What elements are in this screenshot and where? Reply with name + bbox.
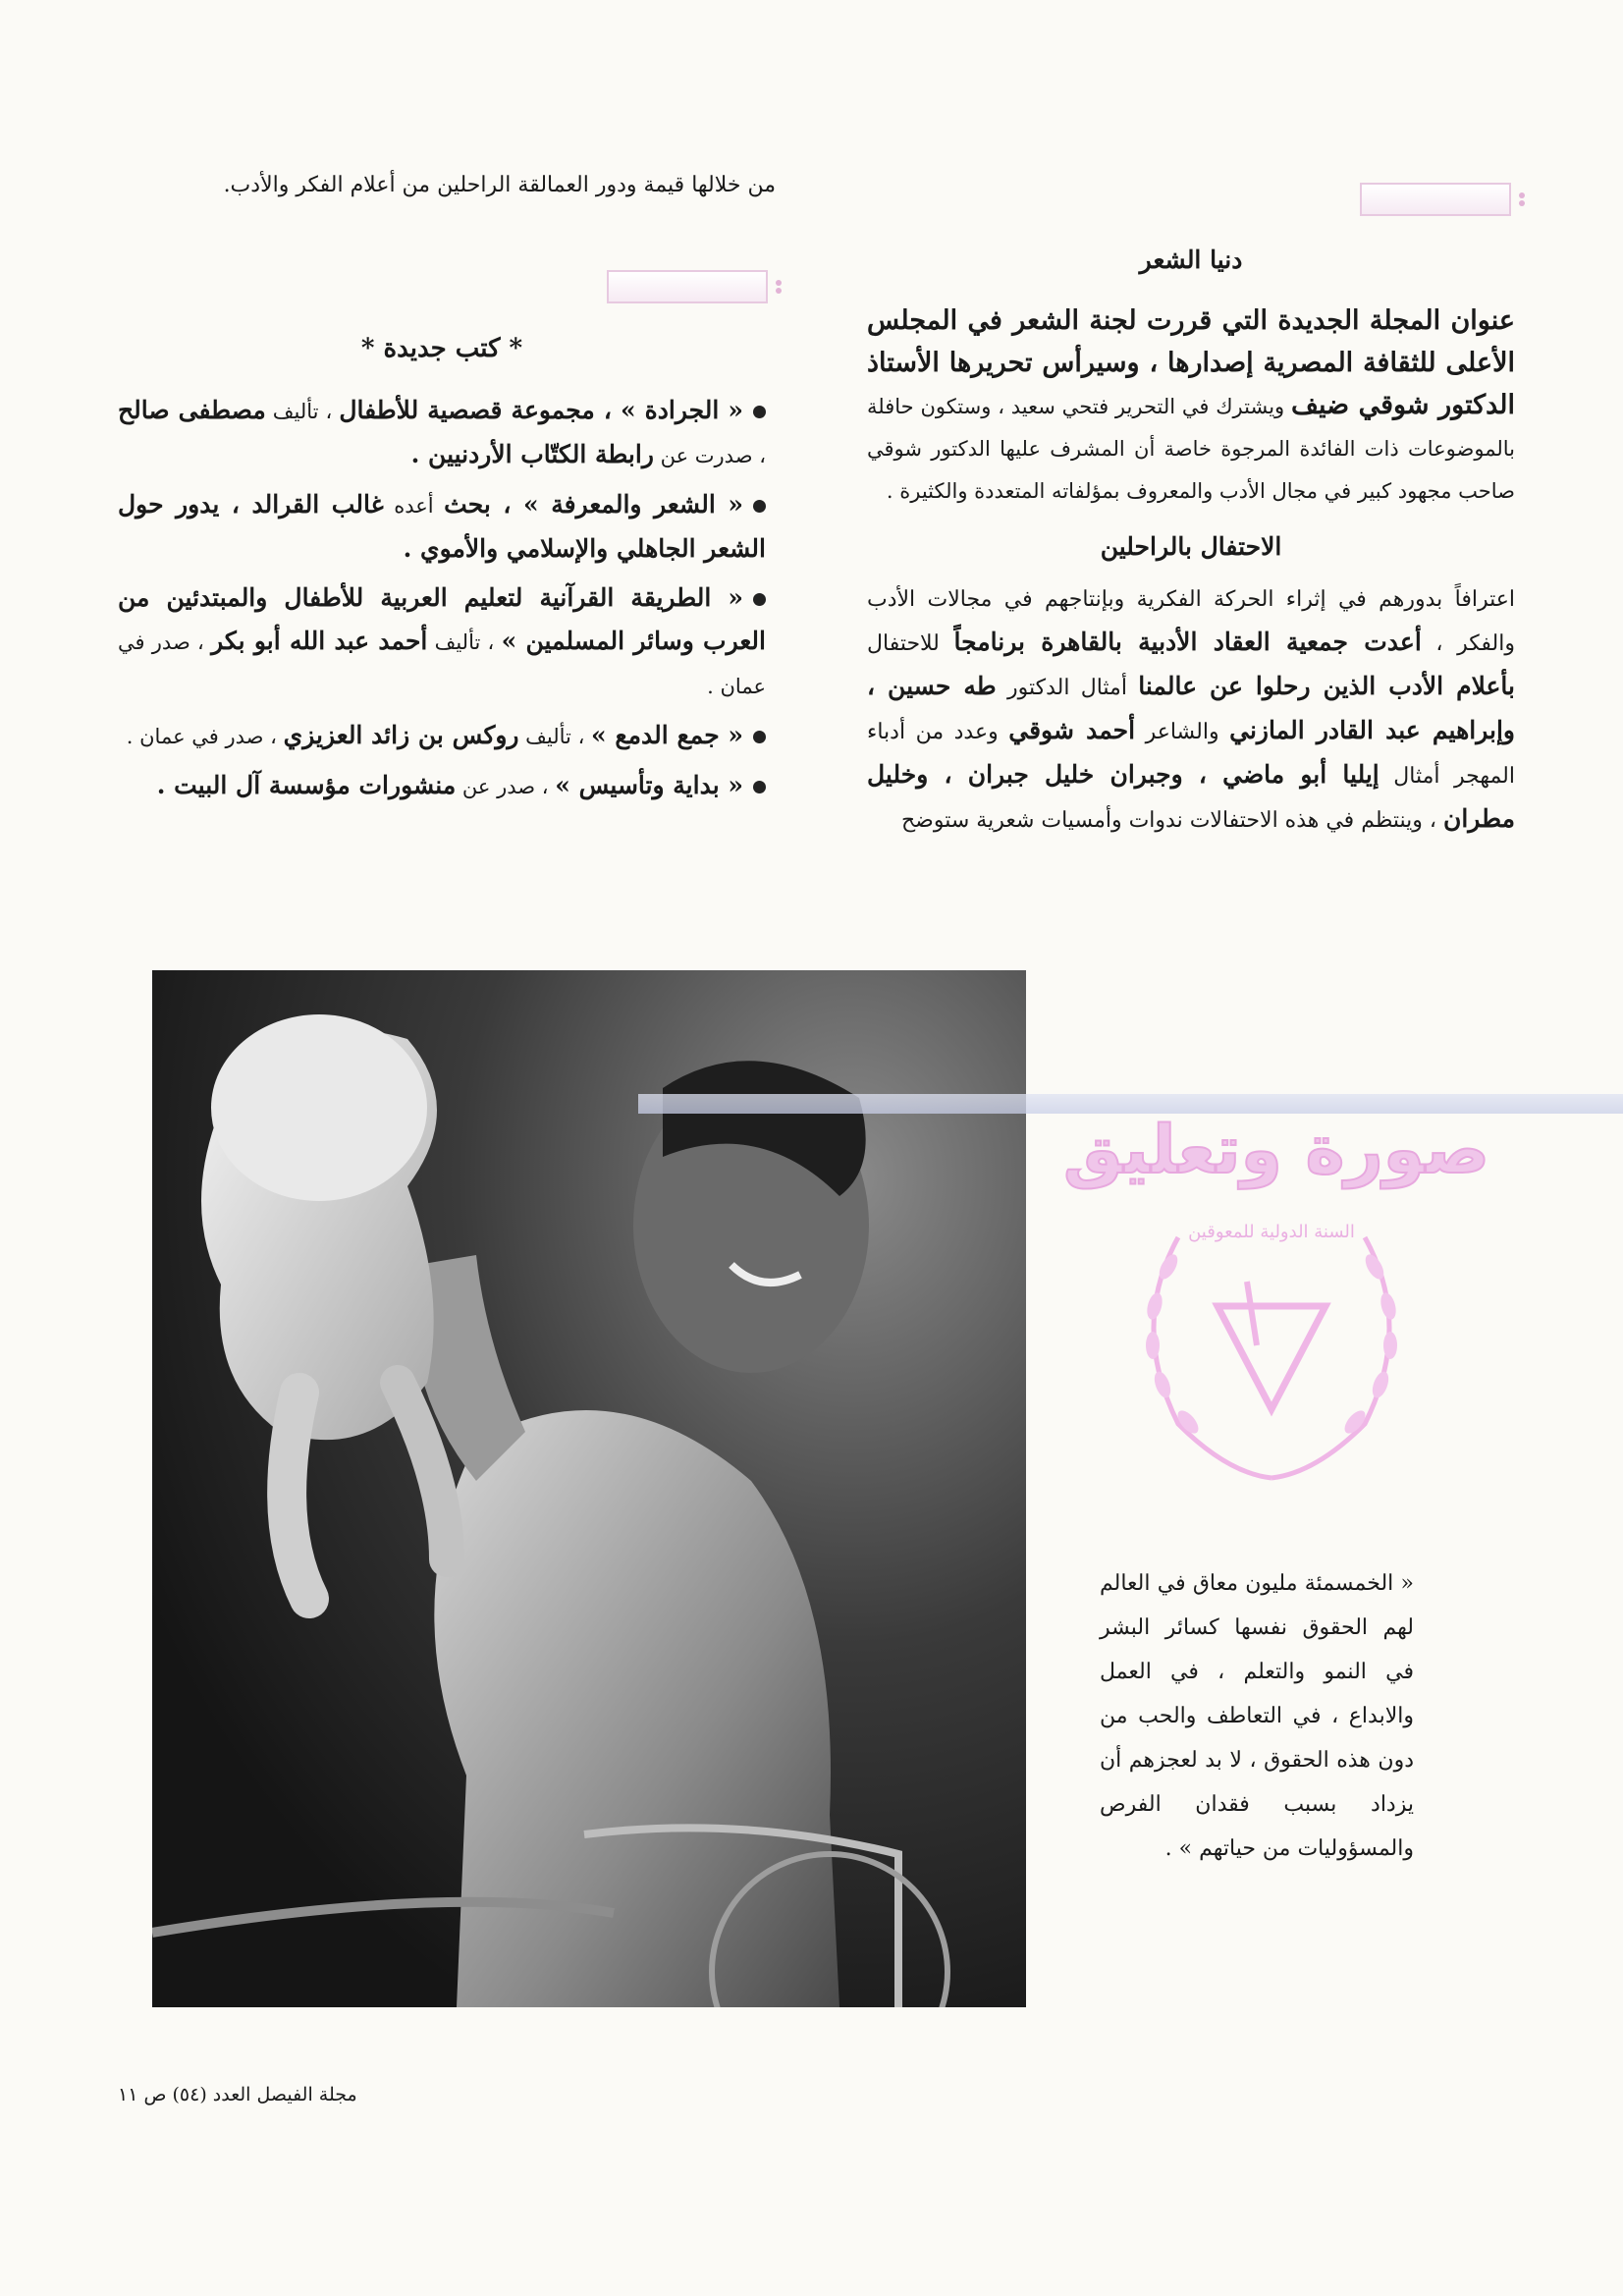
bullet-icon: [753, 781, 766, 793]
book-author: غالب القرالد ، يدور حول الشعر الجاهلي والإسلامي والأموي .: [118, 490, 766, 563]
celebration-text-c: للاحتفال: [867, 631, 954, 656]
bullet-icon: [753, 406, 766, 418]
bullet-icon: [753, 731, 766, 743]
book-author: روكس بن زائد العزيزي: [283, 721, 519, 749]
book-author: أحمد عبد الله أبو بكر: [211, 627, 428, 655]
celebration-text-f: طه حسين ، وإبراهيم عبد القادر المازني: [867, 672, 1515, 744]
header-tab-left: [607, 270, 768, 303]
bullet-icon: [753, 593, 766, 606]
celebration-text-d: بأعلام الأدب الذين رحلوا عن عالمنا: [1138, 672, 1515, 700]
book-item: [118, 714, 766, 758]
new-books-title: * كتب جديدة *: [360, 334, 523, 363]
heading-poetry-world: دنيا الشعر: [1139, 246, 1243, 274]
bullet-icon: [753, 500, 766, 513]
book-publisher: رابطة الكتّاب الأردنيين .: [410, 440, 654, 468]
book-publisher: منشورات مؤسسة آل البيت .: [156, 771, 457, 799]
poetry-lead-rest: ويشترك في التحرير فتحي سعيد ، وستكون حافلة بالموضوعات ذات الفائدة المرجوة خاصة أن المشرف عليها الدكتور شوقي صاحب مجهود كبير في مجال الأدب والمعروف بمؤلفاته المتعددة والكثيرة .: [867, 395, 1515, 503]
book-text: ، صدر عن: [456, 775, 556, 798]
book-item: [118, 764, 766, 808]
celebration-text-g: والشاعر: [1135, 720, 1230, 744]
photo-image: [152, 970, 1026, 2007]
book-text: ، صدر في عمان .: [118, 630, 766, 698]
footer-magazine-info: مجلة الفيصل العدد (٥٤) ص ١١: [118, 2084, 357, 2105]
decorative-stripe: [638, 1094, 1623, 1114]
book-title: « بداية وتأسيس »: [555, 771, 743, 799]
left-column: [118, 334, 766, 814]
celebration-paragraph: [867, 578, 1515, 842]
top-continuation-line: من خلالها قيمة ودور العمالقة الراحلين من أعلام الفكر والأدب.: [223, 173, 776, 197]
book-title: « الشعر والمعرفة » ، بحث: [444, 490, 743, 519]
celebration-text-a: اعترافاً بدورهم في إثراء الحركة الفكرية وبإنتاجهم في مجالات الأدب والفكر ،: [867, 587, 1515, 656]
emblem-text: السنة الدولية للمعوقين: [1188, 1222, 1355, 1242]
celebration-text-h: أحمد شوقي: [1008, 716, 1136, 744]
photo-man-holding-baby: [152, 970, 1026, 2007]
book-item: [118, 483, 766, 571]
book-text: أعده: [383, 494, 445, 518]
book-item: [118, 576, 766, 708]
poetry-lead-bold: عنوان المجلة الجديدة التي قررت لجنة الشعر في المجلس الأعلى للثقافة المصرية إصدارها ، وسيرأس تحريرها الأستاذ الدكتور شوقي ضيف: [867, 305, 1515, 420]
heading-celebration: الاحتفال بالراحلين: [1100, 532, 1282, 561]
celebration-text-b: أعدت جمعية العقاد الأدبية بالقاهرة برنامجاً: [953, 628, 1422, 656]
panel-title: صورة وتعليق: [1062, 1112, 1490, 1189]
book-title: « جمع الدمع »: [591, 721, 743, 749]
right-column: [867, 246, 1515, 842]
book-item: [118, 389, 766, 477]
celebration-text-e: أمثال الدكتور: [996, 676, 1139, 700]
poetry-world-paragraph: [867, 300, 1515, 511]
celebration-text-i: وعدد من أدباء المهجر أمثال: [867, 720, 1515, 789]
book-author: مصطفى صالح: [118, 396, 266, 424]
book-text: ، تأليف: [265, 400, 340, 423]
book-text: ، تأليف: [427, 630, 502, 654]
book-title: « الطريقة القرآنية لتعليم العربية للأطفال والمبتدئين من العرب وسائر المسلمين »: [118, 583, 766, 655]
photo-caption: « الخمسمئة مليون معاق في العالم لهم الحقوق نفسها كسائر البشر في النمو والتعلم ، في العمل والابداع ، في التعاطف والحب من دون هذه الحقوق ، لا بد لعجزهم أن يزداد بسبب فقدان الفرص والمسؤوليات من حياتهم » .: [1100, 1571, 1414, 1861]
celebration-text-k: ، وينتظم في هذه الاحتفالات ندوات وأمسيات شعرية ستوضح: [900, 808, 1443, 833]
header-tab-right: [1360, 183, 1511, 216]
book-text: ، تأليف: [518, 725, 592, 748]
book-title: « الجرادة » ، مجموعة قصصية للأطفال: [339, 396, 744, 424]
celebration-text-j: إيليا أبو ماضي ، وجبران خليل جبران ، وخليل مطران: [867, 760, 1515, 833]
year-of-disabled-emblem-icon: [1109, 1198, 1434, 1483]
book-text: ، صدر في عمان .: [126, 725, 284, 748]
book-text: ، صدرت عن: [653, 444, 766, 467]
